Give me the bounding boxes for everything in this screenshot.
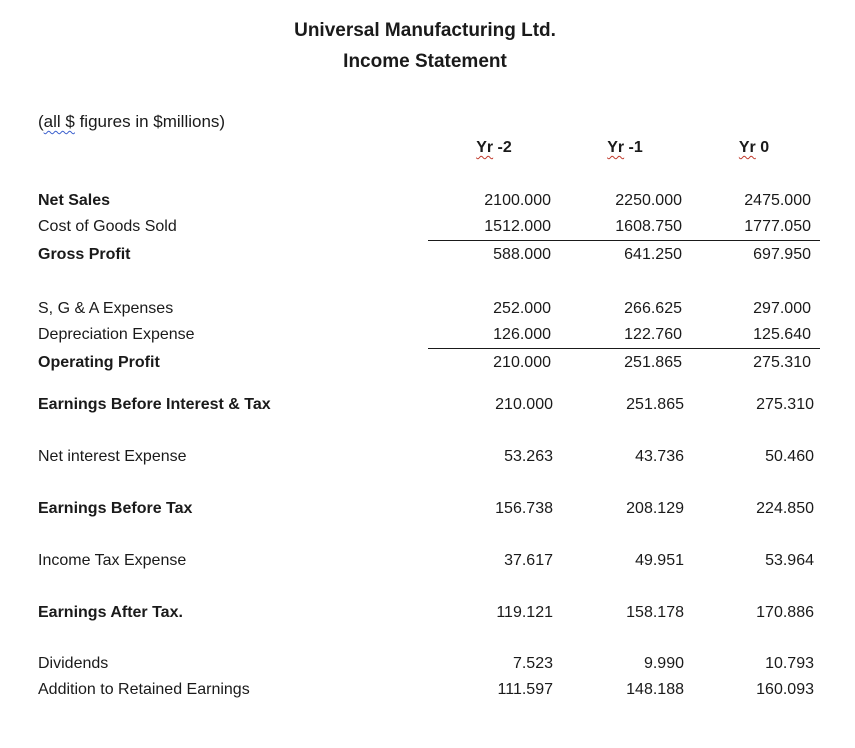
row-label: Dividends [38, 655, 109, 672]
cell-value: 9.990 [643, 655, 684, 672]
cell-value: 160.093 [756, 681, 814, 698]
units-note-suffix: figures in $millions) [74, 112, 226, 131]
row-cost-of-goods-sold [0, 215, 855, 241]
cell-value: 1608.750 [615, 218, 682, 235]
cell-value: 1512.000 [484, 218, 551, 235]
column-header-year: 0 [755, 139, 770, 156]
cell-value: 266.625 [624, 300, 682, 317]
subtotal-rule [428, 240, 820, 241]
cell-value: 641.250 [624, 246, 682, 263]
cell-value: 158.178 [626, 604, 684, 621]
cell-value: 275.310 [756, 396, 814, 413]
row-gross-profit [0, 243, 855, 269]
cell-value: 2250.000 [615, 192, 682, 209]
units-note [38, 112, 225, 132]
subtotal-rule [428, 348, 820, 349]
cell-value: 297.000 [753, 300, 811, 317]
row-label: Addition to Retained Earnings [38, 681, 250, 698]
cell-value: 170.886 [756, 604, 814, 621]
column-header-word: Yr [607, 139, 625, 156]
cell-value: 210.000 [493, 354, 551, 371]
row-dividends [0, 652, 855, 678]
column-header-yr-minus-1 [580, 139, 670, 157]
row-label: Cost of Goods Sold [38, 218, 177, 235]
row-label: Gross Profit [38, 246, 131, 263]
cell-value: 122.760 [624, 326, 682, 343]
row-label: Earnings Before Interest & Tax [38, 396, 271, 413]
cell-value: 156.738 [495, 500, 553, 517]
units-note-spellcheck: all $ [43, 112, 75, 131]
cell-value: 50.460 [765, 448, 814, 465]
cell-value: 2100.000 [484, 192, 551, 209]
row-earnings-after-tax [0, 601, 855, 627]
cell-value: 53.964 [765, 552, 814, 569]
row-addition-to-retained-earnings [0, 678, 855, 704]
row-net-sales [0, 189, 855, 215]
cell-value: 126.000 [493, 326, 551, 343]
row-net-interest-expense [0, 445, 855, 471]
cell-value: 251.865 [626, 396, 684, 413]
cell-value: 7.523 [512, 655, 553, 672]
cell-value: 252.000 [493, 300, 551, 317]
row-label: Earnings Before Tax [38, 500, 193, 517]
cell-value: 2475.000 [744, 192, 811, 209]
row-income-tax-expense [0, 549, 855, 575]
company-title: Universal Manufacturing Ltd. [294, 20, 556, 41]
cell-value: 210.000 [495, 396, 553, 413]
column-header-word: Yr [738, 139, 756, 156]
cell-value: 125.640 [753, 326, 811, 343]
row-depreciation-expense [0, 323, 855, 349]
cell-value: 697.950 [753, 246, 811, 263]
column-header-year: -1 [624, 139, 643, 156]
units-note-prefix: ( [38, 112, 44, 131]
cell-value: 208.129 [626, 500, 684, 517]
cell-value: 49.951 [635, 552, 684, 569]
column-header-year: -2 [493, 139, 512, 156]
cell-value: 10.793 [765, 655, 814, 672]
column-header-word: Yr [476, 139, 494, 156]
row-sga-expenses [0, 297, 855, 323]
cell-value: 119.121 [496, 604, 553, 621]
row-label: S, G & A Expenses [38, 300, 174, 317]
cell-value: 53.263 [504, 448, 553, 465]
row-ebit [0, 393, 855, 419]
row-label: Depreciation Expense [38, 326, 195, 343]
row-label: Income Tax Expense [38, 552, 187, 569]
cell-value: 37.617 [504, 552, 553, 569]
row-label: Net Sales [38, 192, 111, 209]
cell-value: 43.736 [635, 448, 684, 465]
column-header-yr-minus-2 [449, 139, 539, 157]
cell-value: 224.850 [756, 500, 814, 517]
row-label: Operating Profit [38, 354, 160, 371]
row-label: Net interest Expense [38, 448, 187, 465]
column-header-yr-0 [709, 139, 799, 157]
cell-value: 1777.050 [744, 218, 811, 235]
row-earnings-before-tax [0, 497, 855, 523]
row-label: Earnings After Tax. [38, 604, 183, 621]
cell-value: 251.865 [624, 354, 682, 371]
cell-value: 275.310 [753, 354, 811, 371]
statement-title: Income Statement [343, 51, 507, 72]
cell-value: 111.597 [497, 681, 553, 698]
row-operating-profit [0, 351, 855, 377]
cell-value: 148.188 [626, 681, 684, 698]
cell-value: 588.000 [493, 246, 551, 263]
